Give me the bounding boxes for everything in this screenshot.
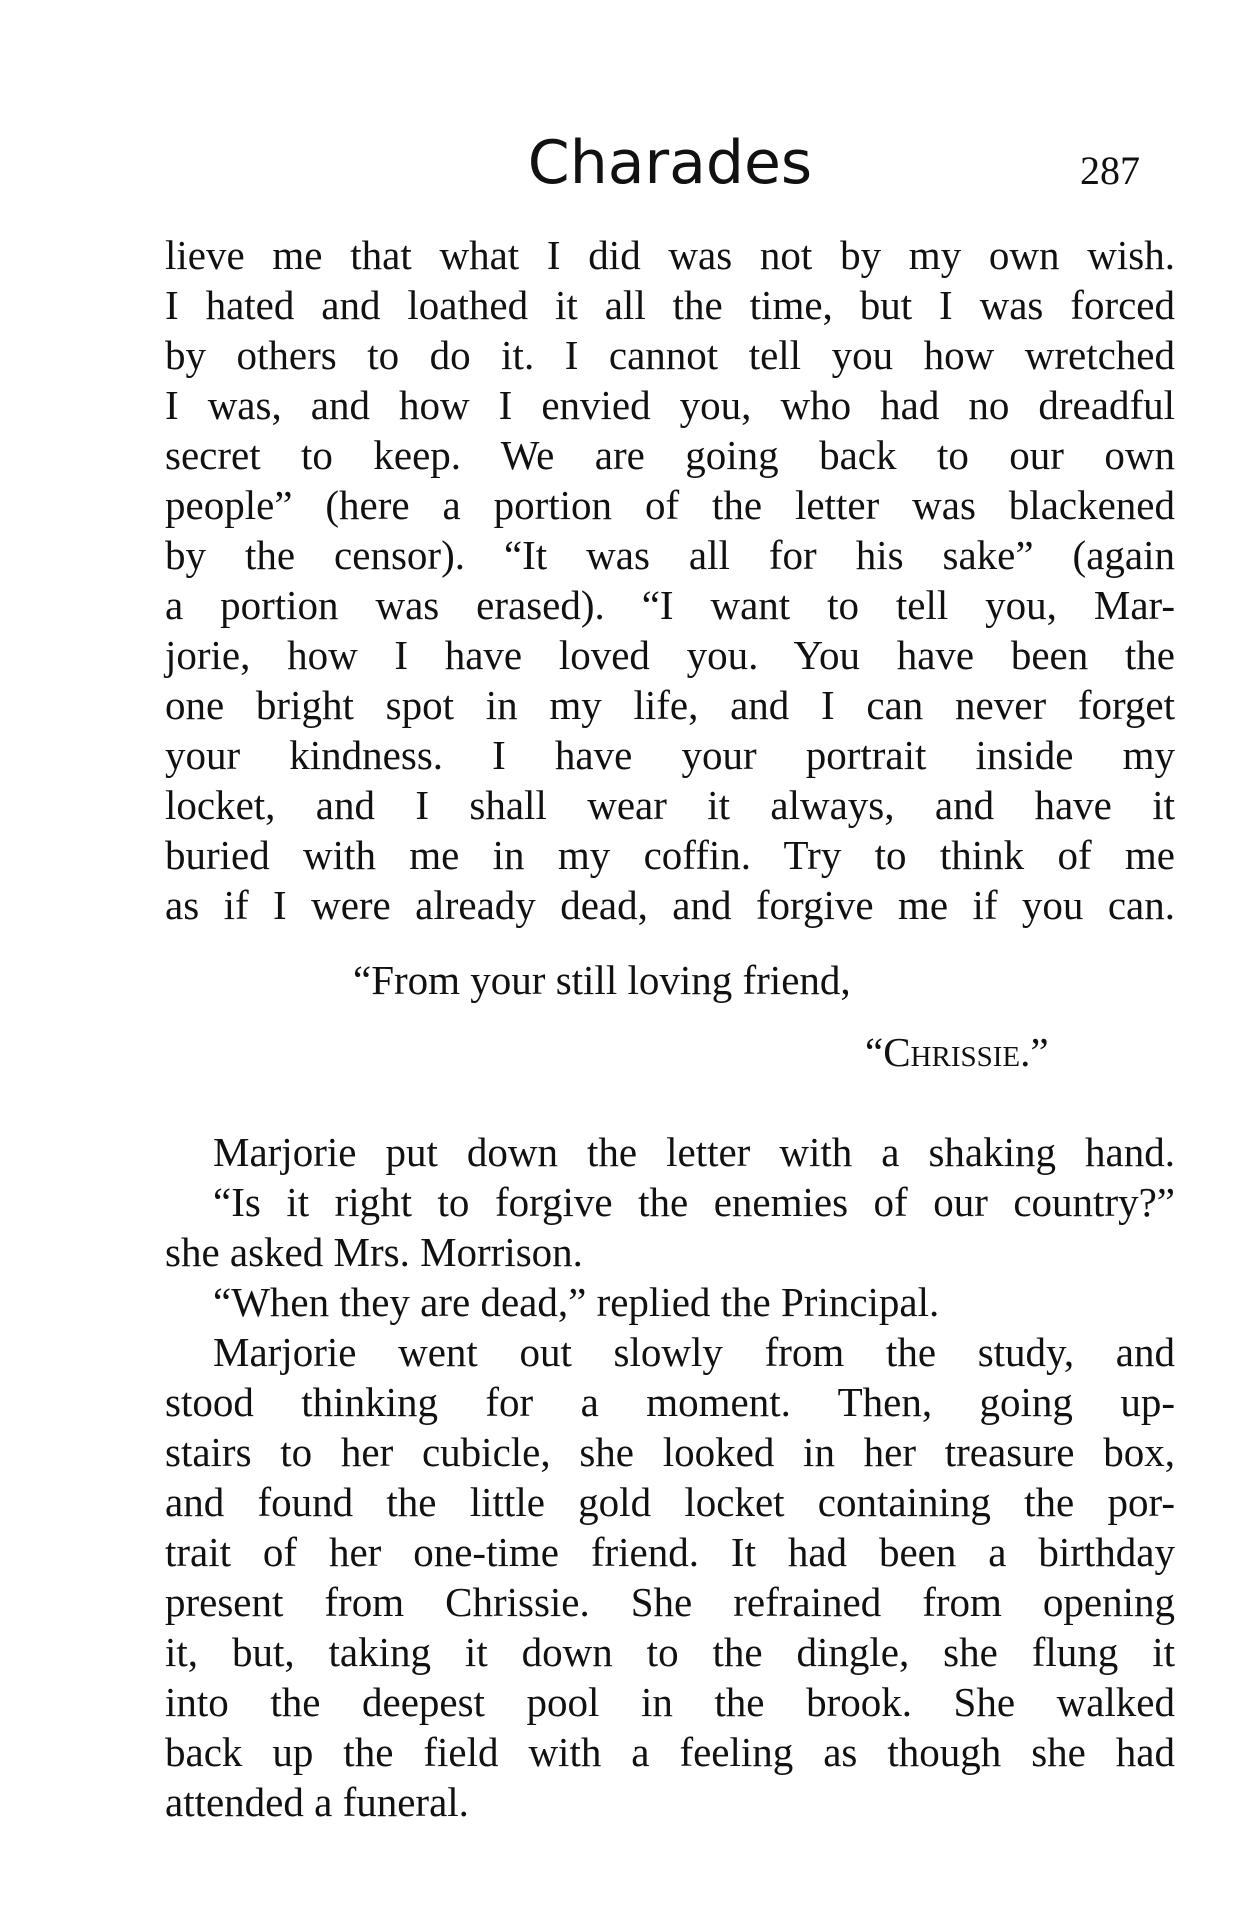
paragraph-first-line: Marjorie put down the letter with a shaking hand. xyxy=(213,1129,1175,1175)
paragraph-first-line: Marjorie went out slowly from the study, and xyxy=(213,1329,1175,1375)
letter-signature: “Chrissie.” xyxy=(865,1029,1049,1075)
paragraph-last-line: she asked Mrs. Morrison. xyxy=(165,1229,583,1275)
text-line: buried with me in my coffin. Try to think of me xyxy=(165,832,1175,878)
paragraph-single-line: “When they are dead,” replied the Principal. xyxy=(213,1279,940,1325)
letter-closing: “From your still loving friend, xyxy=(353,957,851,1003)
text-line: people” (here a portion of the letter was blackened xyxy=(165,482,1175,528)
text-line: stairs to her cubicle, she looked in her treasure box, xyxy=(165,1429,1175,1475)
text-line: into the deepest pool in the brook. She walked xyxy=(165,1679,1175,1725)
text-line: one bright spot in my life, and I can never forget xyxy=(165,682,1175,728)
text-line: I hated and loathed it all the time, but I was forced xyxy=(165,282,1175,328)
text-line: a portion was erased). “I want to tell you, Mar- xyxy=(165,582,1175,628)
text-line: trait of her one-time friend. It had been a birthday xyxy=(165,1529,1175,1575)
text-line: back up the field with a feeling as though she had xyxy=(165,1729,1175,1775)
text-line: stood thinking for a moment. Then, going up- xyxy=(165,1379,1175,1425)
text-line: by others to do it. I cannot tell you how wretched xyxy=(165,332,1175,378)
text-line: present from Chrissie. She refrained from opening xyxy=(165,1579,1175,1625)
text-line: secret to keep. We are going back to our own xyxy=(165,432,1175,478)
text-line: and found the little gold locket containing the por- xyxy=(165,1479,1175,1525)
text-line: by the censor). “It was all for his sake” (again xyxy=(165,532,1175,578)
paragraph-last-line: attended a funeral. xyxy=(165,1779,469,1825)
text-line: it, but, taking it down to the dingle, she flung it xyxy=(165,1629,1175,1675)
letter-text xyxy=(165,230,1175,930)
running-head xyxy=(0,118,1240,208)
running-title: Charades xyxy=(527,128,813,198)
text-line: I was, and how I envied you, who had no dreadful xyxy=(165,382,1175,428)
text-line: locket, and I shall wear it always, and have it xyxy=(165,782,1175,828)
narrative-text xyxy=(165,1127,1175,1827)
text-line: your kindness. I have your portrait inside my xyxy=(165,732,1175,778)
text-line: lieve me that what I did was not by my own wish. xyxy=(165,232,1175,278)
text-line: as if I were already dead, and forgive me if you can. xyxy=(165,882,1175,928)
page-number: 287 xyxy=(1080,148,1140,193)
text-line: jorie, how I have loved you. You have been the xyxy=(165,632,1175,678)
paragraph-first-line: “Is it right to forgive the enemies of our country?” xyxy=(213,1179,1175,1225)
